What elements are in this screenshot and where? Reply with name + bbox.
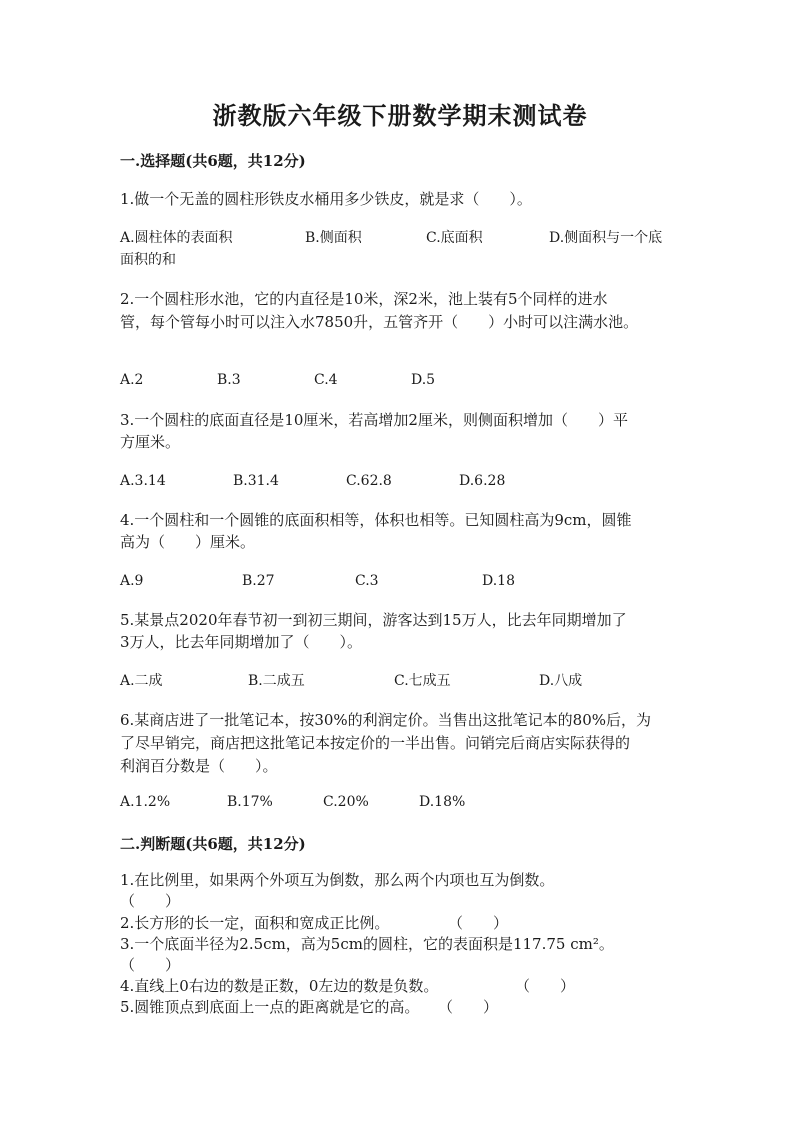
q2-option-d: D.5 — [411, 372, 436, 388]
question-6-line-2: 了尽早销完，商店把这批笔记本按定价的一半出售。问销完后商店实际获得的 — [120, 734, 631, 752]
q1-option-d: D.侧面积与一个底 — [549, 230, 663, 246]
q2-option-b: B.3 — [217, 372, 241, 388]
q4-option-d: D.18 — [482, 573, 515, 589]
page-title: 浙教版六年级下册数学期末测试卷 — [212, 101, 588, 130]
judge-item-3-paren: （ ） — [120, 956, 181, 974]
judge-item-2-paren: （ ） — [448, 914, 509, 932]
question-2-line-1: 2.一个圆柱形水池，它的内直径是10米，深2米，池上装有5个同样的进水 — [120, 290, 608, 308]
section-heading-judge: 二.判断题(共6题，共12分) — [120, 835, 306, 853]
question-3-line-1: 3.一个圆柱的底面直径是10厘米，若高增加2厘米，则侧面积增加（ ）平 — [120, 411, 628, 429]
question-2-line-2: 管，每个管每小时可以注入水7850升，五管齐开（ ）小时可以注满水池。 — [120, 313, 639, 331]
judge-item-1-text: 1.在比例里，如果两个外项互为倒数，那么两个内项也互为倒数。 — [120, 871, 555, 889]
q6-option-a: A.1.2% — [120, 794, 171, 810]
q4-option-c: C.3 — [355, 573, 379, 589]
judge-item-4-paren: （ ） — [515, 977, 576, 995]
q4-option-b: B.27 — [242, 573, 275, 589]
q2-option-c: C.4 — [314, 372, 338, 388]
question-6-line-3: 利润百分数是（ ）。 — [120, 757, 278, 775]
judge-item-3-text: 3.一个底面半径为2.5cm，高为5cm的圆柱，它的表面积是117.75 cm²。 — [120, 935, 614, 953]
question-5-line-2: 3万人，比去年同期增加了（ ）。 — [120, 633, 363, 651]
q5-option-d: D.八成 — [539, 673, 583, 689]
q6-option-d: D.18% — [419, 794, 466, 810]
question-1-text: 1.做一个无盖的圆柱形铁皮水桶用多少铁皮，就是求（ ）。 — [120, 190, 532, 208]
q5-option-a: A.二成 — [120, 673, 163, 689]
q3-option-a: A.3.14 — [120, 473, 166, 489]
q5-option-b: B.二成五 — [248, 673, 305, 689]
question-4-line-2: 高为（ ）厘米。 — [120, 533, 256, 551]
q6-option-b: B.17% — [227, 794, 273, 810]
judge-item-2-text: 2.长方形的长一定，面积和宽成正比例。 — [120, 914, 390, 932]
q1-option-a: A.圆柱体的表面积 — [120, 230, 233, 246]
question-3-line-2: 方厘米。 — [120, 433, 181, 451]
q1-option-c: C.底面积 — [426, 230, 483, 246]
question-5-line-1: 5.某景点2020年春节初一到初三期间，游客达到15万人，比去年同期增加了 — [120, 611, 627, 629]
q2-option-a: A.2 — [120, 372, 144, 388]
question-4-line-1: 4.一个圆柱和一个圆锥的底面积相等，体积也相等。已知圆柱高为9cm，圆锥 — [120, 511, 632, 529]
judge-item-5-text: 5.圆锥顶点到底面上一点的距离就是它的高。 — [120, 998, 420, 1016]
q3-option-b: B.31.4 — [233, 473, 279, 489]
question-6-line-1: 6.某商店进了一批笔记本，按30%的利润定价。当售出这批笔记本的80%后，为 — [120, 711, 651, 729]
judge-item-5-paren: （ ） — [438, 998, 499, 1016]
judge-item-4-text: 4.直线上0右边的数是正数，0左边的数是负数。 — [120, 977, 439, 995]
q1-option-d-wrap: 面积的和 — [120, 252, 176, 268]
q1-option-b: B.侧面积 — [305, 230, 362, 246]
q3-option-d: D.6.28 — [459, 473, 506, 489]
q6-option-c: C.20% — [323, 794, 369, 810]
q4-option-a: A.9 — [120, 573, 144, 589]
section-heading-choice: 一.选择题(共6题，共12分) — [120, 152, 306, 170]
judge-item-1-paren: （ ） — [120, 892, 181, 910]
q5-option-c: C.七成五 — [394, 673, 451, 689]
q3-option-c: C.62.8 — [346, 473, 392, 489]
